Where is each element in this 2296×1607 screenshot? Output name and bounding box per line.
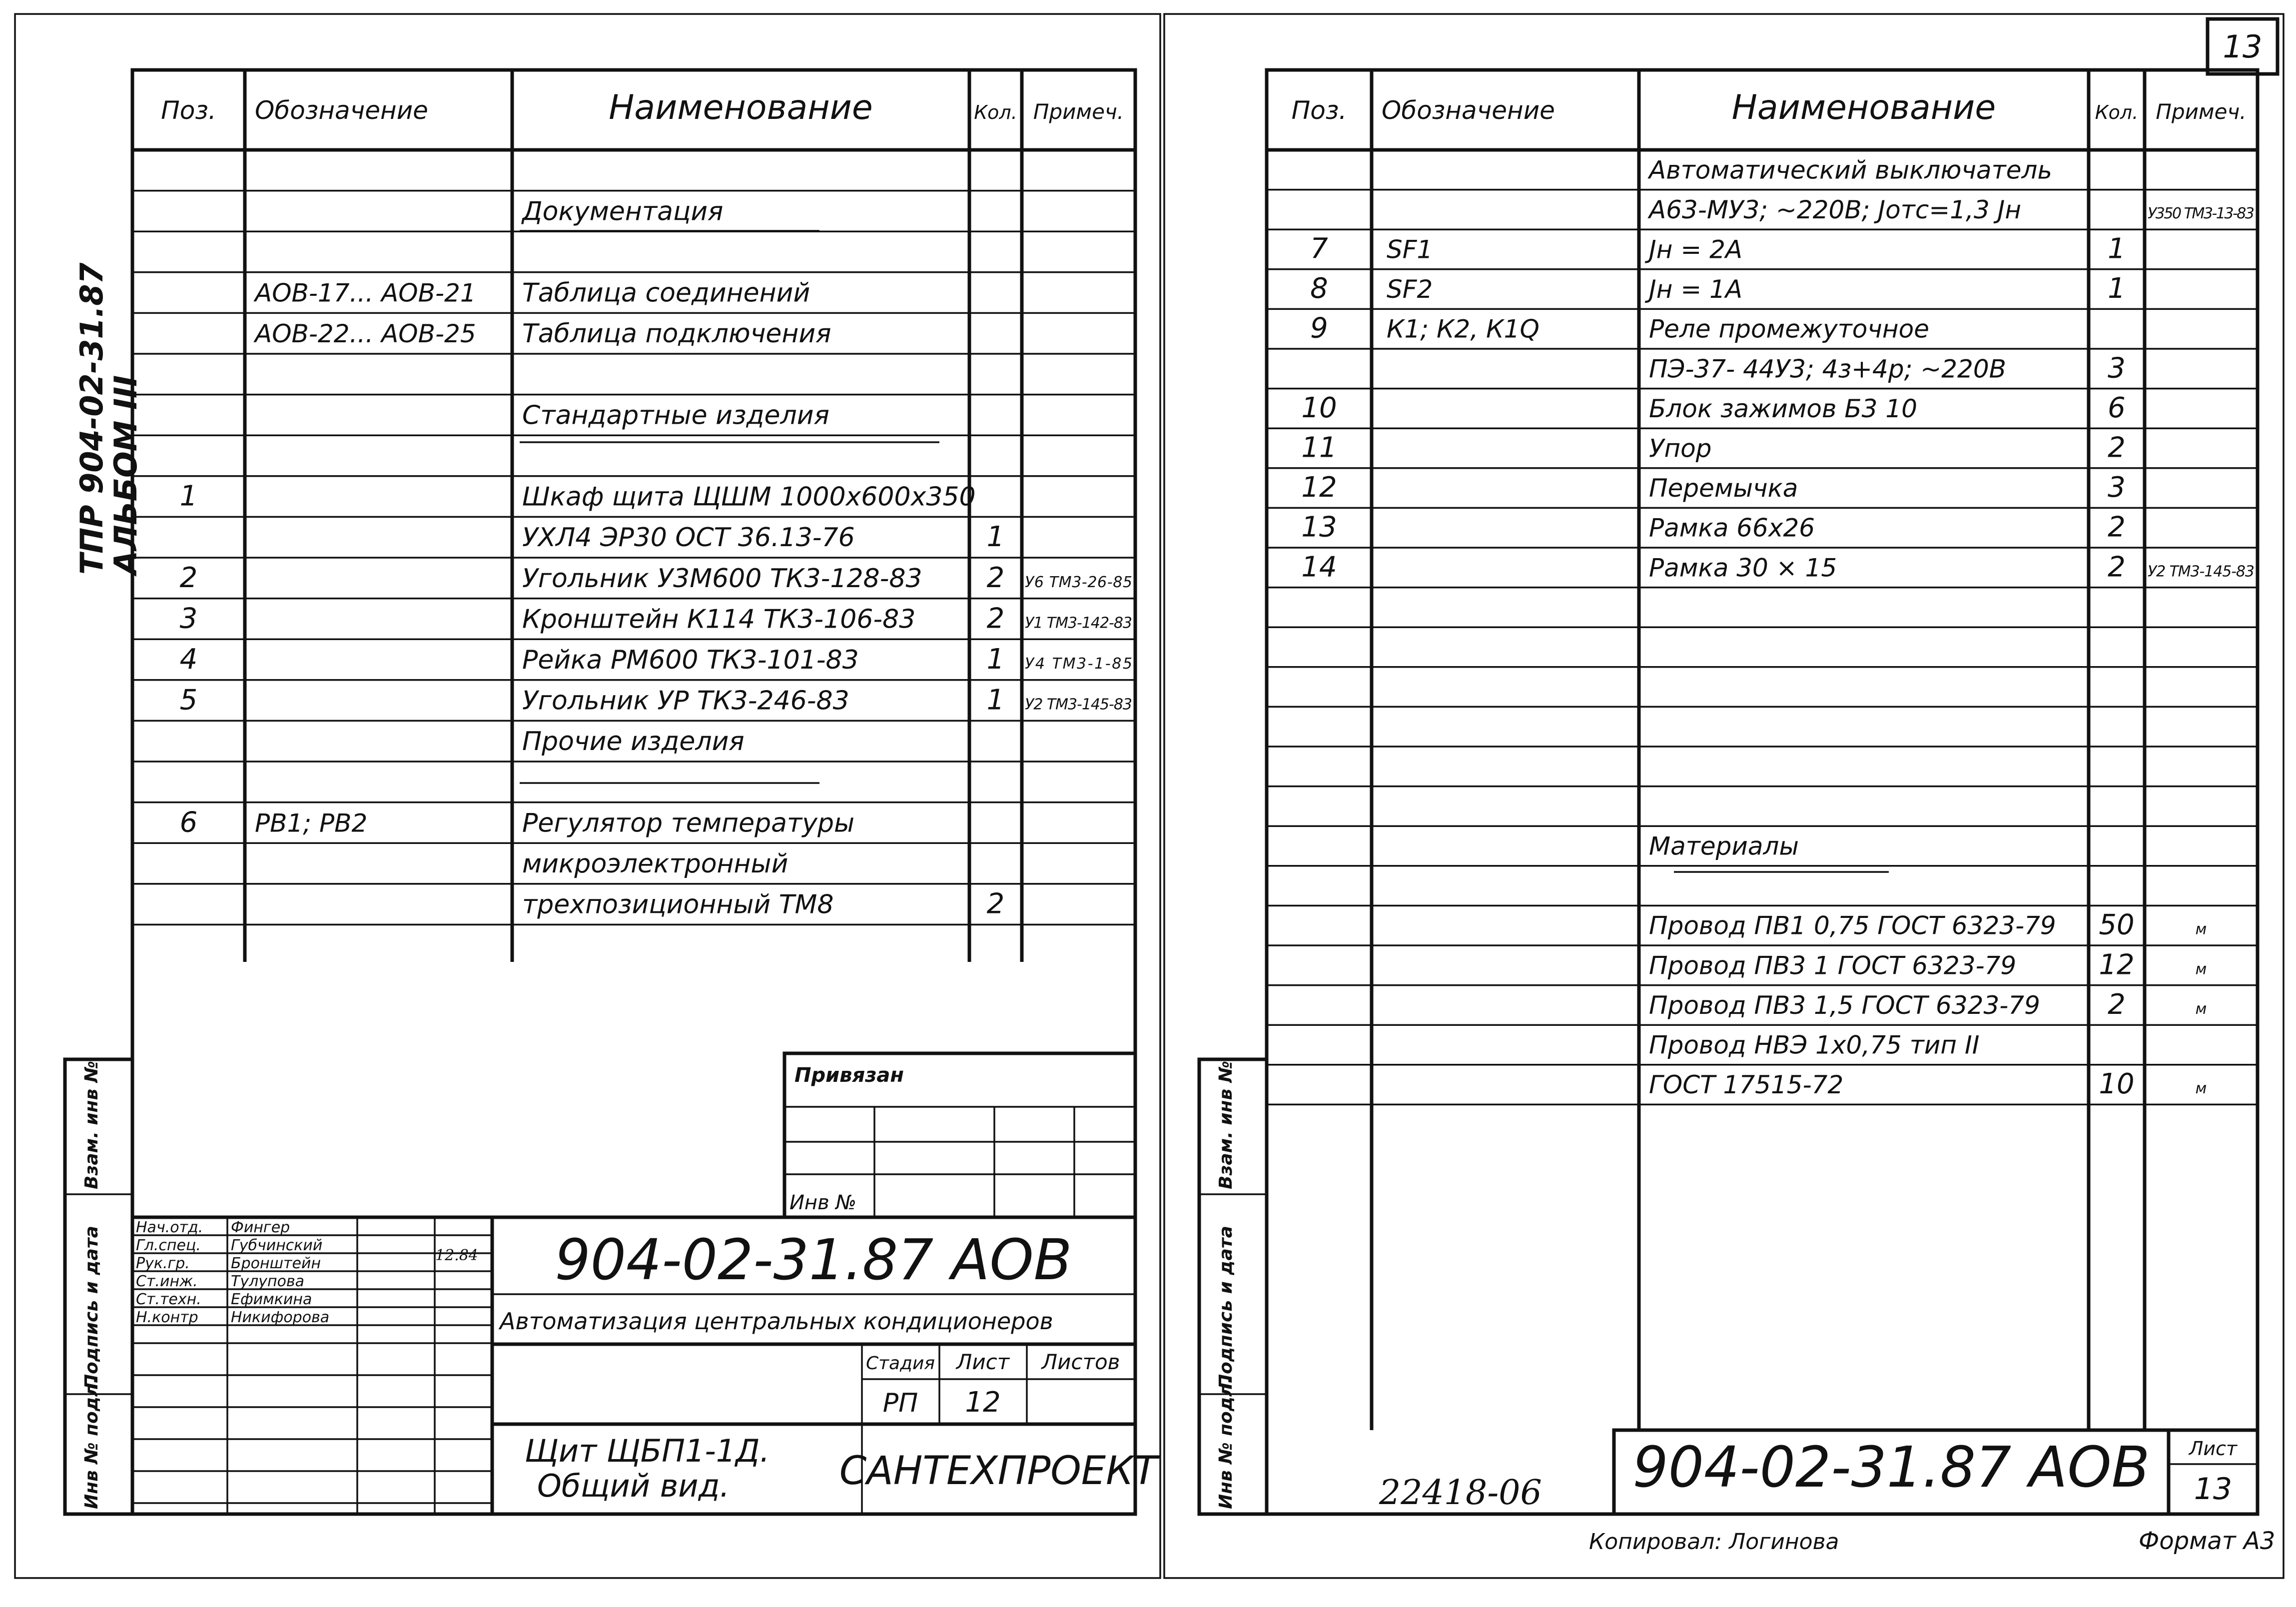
right_spec-row-pos: 8 <box>1310 272 1328 305</box>
right_spec-row-name: Jн = 2А <box>1649 235 1743 264</box>
right_spec-row-name: ГОСТ 17515-72 <box>1649 1070 1844 1100</box>
stamp-role-name: Ефимкина <box>231 1291 312 1308</box>
left_spec-row-name: Прочие изделия <box>522 727 745 757</box>
left_spec-row-note: У6 ТМ3-26-85 <box>1025 573 1132 591</box>
sheet-value: 12 <box>965 1386 1001 1419</box>
left_spec-row-name: Таблица подключения <box>522 319 831 349</box>
left_spec-row-name: Угольник У3М600 ТК3-128-83 <box>522 563 922 594</box>
corner-sheet-number: 13 <box>2223 28 2263 65</box>
left_spec-header-designation: Обозначение <box>255 96 428 125</box>
margin-label-signature-date-right: Подпись и дата <box>1216 1226 1236 1389</box>
left_spec-header-pos: Поз. <box>161 96 216 125</box>
left_spec-row-name: УХЛ4 ЭР30 ОСТ 36.13-76 <box>522 523 855 553</box>
copied-by: Копировал: Логинова <box>1589 1529 1839 1555</box>
stamp-role-title: Н.контр <box>136 1309 198 1326</box>
right_spec-row-qty: 2 <box>2108 431 2126 464</box>
stamp-role-name: Губчинский <box>231 1237 323 1254</box>
right-sheet-value: 13 <box>2194 1472 2233 1507</box>
project-title: Автоматизация центральных кондиционеров <box>500 1308 1053 1335</box>
right_spec-row-note: м <box>2195 1000 2207 1018</box>
right_spec-row-name: Перемычка <box>1649 474 1798 503</box>
left_spec-row-pos: 4 <box>179 643 198 676</box>
right-sheet-label: Лист <box>2189 1438 2238 1460</box>
left_spec-header-name: Наименование <box>609 88 873 127</box>
right-doc-code: 904-02-31.87 АОВ <box>1632 1435 2150 1500</box>
right_spec-row-qty: 6 <box>2108 391 2126 424</box>
right_spec-row-pos: 13 <box>1301 511 1337 544</box>
left_spec-row-pos: 3 <box>179 602 198 635</box>
right_spec-row-qty: 50 <box>2099 908 2135 941</box>
left_spec-row-qty: 2 <box>986 887 1005 920</box>
margin-label-original-inv: Инв № подл. <box>81 1377 102 1509</box>
right_spec-row-qty: 2 <box>2108 988 2126 1021</box>
right_spec-row-name: Провод ПВ3 1 ГОСТ 6323-79 <box>1649 951 2017 980</box>
right_spec-row-note: У350 ТМ3-13-83 <box>2148 204 2255 222</box>
right_spec-row-qty: 1 <box>2108 272 2126 305</box>
right-title-block <box>1199 1059 2258 1514</box>
right_spec-row-note: м <box>2195 920 2207 938</box>
sheets-label: Листов <box>1041 1350 1120 1374</box>
stamp-role-name: Тулупова <box>231 1273 305 1290</box>
left_spec-row-name: Шкаф щита ЩШМ 1000х600х350 <box>522 482 976 512</box>
right_spec-row-name: Материалы <box>1649 831 1799 861</box>
right_spec-row-name: Провод ПВ1 0,75 ГОСТ 6323-79 <box>1649 911 2056 940</box>
right_spec-row-name: Реле промежуточное <box>1649 314 1929 344</box>
stamp-role-title: Рук.гр. <box>136 1255 190 1272</box>
left_spec-row-name: Регулятор температуры <box>522 808 855 838</box>
stamp-role-title: Гл.спец. <box>136 1237 201 1254</box>
sheet-format: Формат А3 <box>2139 1527 2276 1555</box>
right_spec-row-designation: SF2 <box>1387 275 1433 304</box>
left_spec-row-pos: 6 <box>179 806 198 839</box>
right_spec-row-name: Провод НВЭ 1х0,75 тип II <box>1649 1030 1980 1060</box>
left_spec-row-name: Таблица соединений <box>522 278 810 308</box>
right_spec-header-name: Наименование <box>1731 88 1996 127</box>
left_spec-row-note: У4 ТМ3-1-85 <box>1025 655 1132 673</box>
left_spec-header-note: Примеч. <box>1033 99 1124 124</box>
left_spec-row-name: трехпозиционный ТМ8 <box>522 889 834 920</box>
drawing-title-line1: Щит ЩБП1-1Д. <box>525 1433 770 1469</box>
right_spec-header-designation: Обозначение <box>1382 96 1555 125</box>
stamp-role-name: Бронштейн <box>231 1255 321 1272</box>
left_spec-row-qty: 1 <box>986 684 1005 717</box>
right_spec-header-qty: Кол. <box>2095 101 2139 123</box>
stamp-role-title: Нач.отд. <box>136 1219 203 1236</box>
left_spec-row-name: Угольник УР ТК3-246-83 <box>522 686 849 716</box>
left_spec-row-name: Кронштейн К114 ТК3-106-83 <box>522 604 916 635</box>
left_spec-row-designation: РВ1; РВ2 <box>255 808 368 838</box>
left_spec-row-qty: 1 <box>986 643 1005 676</box>
right_spec-row-name: Jн = 1А <box>1649 275 1743 304</box>
left_spec-row-name: Документация <box>522 196 724 227</box>
right_spec-header-note: Примеч. <box>2156 99 2247 124</box>
right_spec-row-qty: 3 <box>2108 471 2126 504</box>
margin-label-replaced-inv: Взам. инв № <box>81 1060 102 1189</box>
margin-label-replaced-inv-right: Взам. инв № <box>1216 1060 1236 1189</box>
margin-label-signature-date: Подпись и дата <box>81 1226 102 1389</box>
right_spec-row-name: Провод ПВ3 1,5 ГОСТ 6323-79 <box>1649 990 2040 1020</box>
stamp-role-name: Никифорова <box>231 1309 330 1326</box>
left-title-block <box>65 1053 1160 1514</box>
right_spec-row-name: Рамка 66х26 <box>1649 513 1815 543</box>
right_spec-row-note: м <box>2195 960 2207 978</box>
doc-code: 904-02-31.87 АОВ <box>555 1228 1072 1293</box>
left_spec-row-designation: АОВ-17... АОВ-21 <box>255 278 476 308</box>
left_spec-row-note: У2 ТМ3-145-83 <box>1025 696 1132 714</box>
right_spec-row-designation: К1; К2, К1Q <box>1387 314 1539 344</box>
left_spec-row-name: Стандартные изделия <box>522 400 829 431</box>
left_spec-row-note: У1 ТМ3-142-83 <box>1025 614 1132 632</box>
drawing-title-line2: Общий вид. <box>537 1468 730 1504</box>
right_spec-row-note: У2 ТМ3-145-83 <box>2148 563 2255 581</box>
right_spec-row-pos: 11 <box>1301 431 1337 464</box>
right_spec-row-qty: 10 <box>2099 1068 2135 1101</box>
left_spec-header-qty: Кол. <box>974 101 1017 123</box>
right_spec-row-pos: 14 <box>1301 551 1337 584</box>
right-specification-table <box>1267 70 2258 1514</box>
right_spec-row-note: м <box>2195 1080 2207 1098</box>
right_spec-row-qty: 2 <box>2108 551 2126 584</box>
right_spec-row-name: Рамка 30 × 15 <box>1649 553 1837 583</box>
stamp-role-title: Ст.техн. <box>136 1291 201 1308</box>
right_spec-header-pos: Поз. <box>1291 96 1347 125</box>
album-number-text: АЛЬБОМ III <box>107 375 144 575</box>
stamp-role-title: Ст.инж. <box>136 1273 198 1290</box>
right_spec-row-qty: 1 <box>2108 232 2126 265</box>
stage-value: РП <box>882 1388 918 1418</box>
left_spec-row-qty: 1 <box>986 521 1005 554</box>
right_spec-row-name: Блок зажимов Б3 10 <box>1649 394 1918 423</box>
right_spec-row-name: А63-МУ3; ~220В; Jотс=1,3 Jн <box>1649 195 2022 224</box>
sign-date: 12.84 <box>435 1247 478 1264</box>
right_spec-row-pos: 7 <box>1310 232 1328 265</box>
left_spec-row-pos: 2 <box>179 561 198 594</box>
left_spec-row-name: Рейка РМ600 ТК3-101-83 <box>522 645 859 675</box>
stamp-role-name: Фингер <box>231 1219 290 1236</box>
left_spec-row-qty: 2 <box>986 561 1005 594</box>
right_spec-row-pos: 12 <box>1301 471 1337 504</box>
right_spec-row-name: ПЭ-37- 44У3; 4з+4р; ~220В <box>1649 354 2006 384</box>
bound-label: Привязан <box>794 1064 904 1087</box>
sheet-label: Лист <box>956 1350 1010 1374</box>
right_spec-row-qty: 12 <box>2099 948 2135 981</box>
footer <box>1589 1527 2275 1555</box>
right_spec-row-name: Упор <box>1649 434 1712 463</box>
album-code-text: ТПР 904-02-31.87 <box>73 262 110 575</box>
left_spec-row-pos: 5 <box>179 684 198 717</box>
stage-label: Стадия <box>865 1353 935 1374</box>
right_spec-row-pos: 9 <box>1310 312 1328 345</box>
margin-label-original-inv-right: Инв № подл. <box>1216 1377 1236 1509</box>
right_spec-row-qty: 3 <box>2108 352 2126 385</box>
right_spec-row-pos: 10 <box>1301 391 1337 424</box>
right_spec-row-designation: SF1 <box>1387 235 1433 264</box>
left_spec-row-designation: АОВ-22... АОВ-25 <box>255 319 476 349</box>
left_spec-row-qty: 2 <box>986 602 1005 635</box>
corner-sheet-box <box>2208 19 2278 74</box>
order-number: 22418-06 <box>1379 1473 1542 1513</box>
organization-name: САНТЕХПРОЕКТ <box>839 1449 1158 1494</box>
right_spec-row-name: Автоматический выключатель <box>1649 155 2052 185</box>
inv-no-label: Инв № <box>789 1191 856 1214</box>
left_spec-row-name: микроэлектронный <box>522 848 788 879</box>
left-specification-table <box>132 70 1135 1217</box>
left_spec-row-pos: 1 <box>179 480 198 513</box>
right_spec-row-qty: 2 <box>2108 511 2126 544</box>
